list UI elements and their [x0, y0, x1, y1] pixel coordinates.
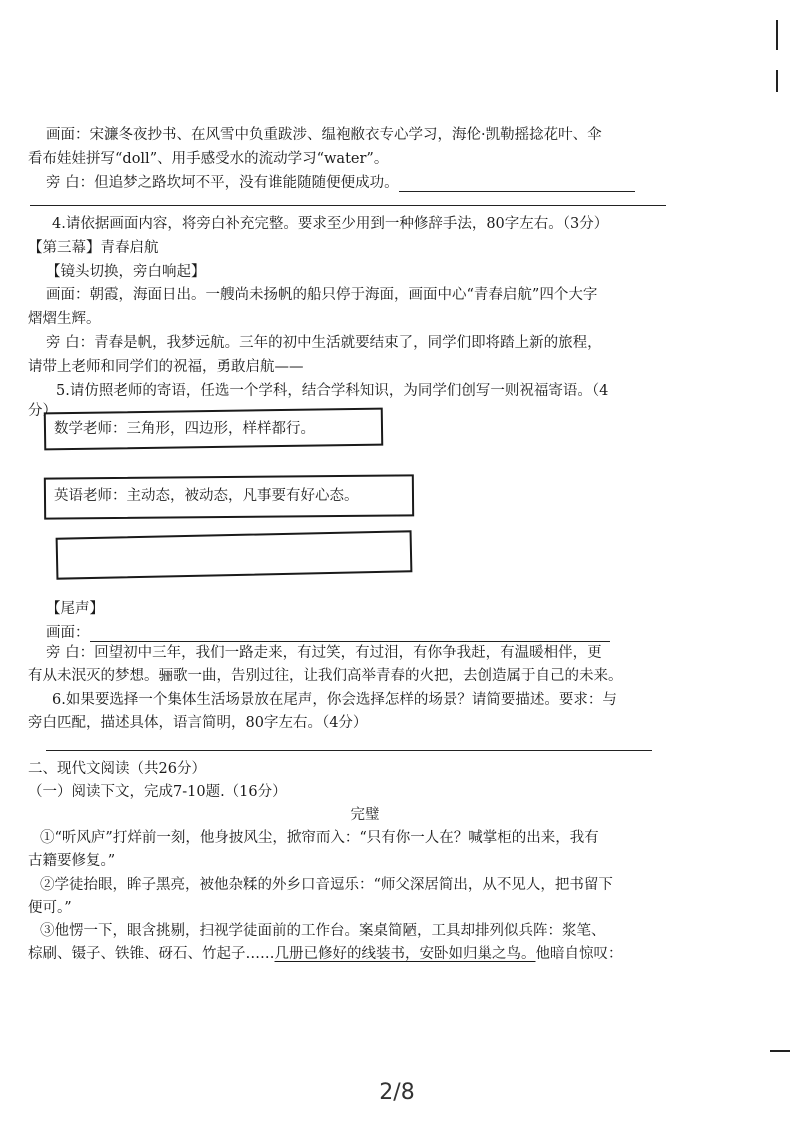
- question-6-line2: 旁白匹配，描述具体，语言简明，80字左右。（4分）: [28, 715, 368, 731]
- scene2-narration: 旁 白：但追梦之路坎坷不平，没有谁能随随便便成功。: [46, 174, 635, 192]
- epilogue-title: 【尾声】: [46, 601, 104, 617]
- section-heading: 二、现代文阅读（共26分）: [28, 761, 206, 777]
- blessing-box-answer[interactable]: [56, 530, 413, 579]
- scene3-title: 【第三幕】青春启航: [28, 240, 159, 256]
- paragraph-1-line2: 古籍要修复。”: [28, 853, 116, 869]
- blessing-math: 数学老师：三角形，四边形，样样都行。: [54, 421, 315, 437]
- section-subheading: （一）阅读下文，完成7-10题.（16分）: [28, 784, 287, 800]
- paragraph-1-line1: ①“听风庐”打烊前一刻，他身披风尘，掀帘而入：“只有你一人在？喊掌柜的出来，我有: [40, 830, 599, 846]
- paragraph-2-line2: 便可。”: [28, 900, 72, 916]
- question-5-line2: 分）: [28, 403, 57, 419]
- paragraph-3-line2: 棕刷、镊子、铁锥、砑石、竹起子……几册已修好的线装书，安卧如归巢之鸟。他暗自惊叹：: [28, 946, 623, 962]
- scene3-picture-line1: 画面：朝霞，海面日出。一艘尚未扬帆的船只停于海面，画面中心“青春启航”四个大字: [46, 287, 598, 303]
- epilogue-narration-line2: 有从未泯灭的梦想。骊歌一曲，告别过往，让我们高举青春的火把，去创造属于自己的未来。: [28, 668, 623, 684]
- underlined-sentence: 几册已修好的线装书，安卧如归巢之鸟。: [274, 946, 536, 962]
- article-title: 完璧: [350, 807, 380, 823]
- scene3-camera: 【镜头切换，旁白响起】: [46, 264, 206, 280]
- page-number: 2/8: [379, 1080, 415, 1105]
- paragraph-2-line1: ②学徒抬眼，眸子黑亮，被他杂糅的外乡口音逗乐：“师父深居简出，从不见人，把书留下: [40, 877, 613, 893]
- epilogue-picture: 画面：: [46, 624, 610, 642]
- scan-mark: [776, 70, 778, 92]
- answer-line[interactable]: [30, 205, 666, 206]
- paragraph-3-line1: ③他愣一下，眼含挑剔，扫视学徒面前的工作台。案桌简陋，工具却排列似兵阵：浆笔、: [40, 923, 606, 939]
- scan-mark: [770, 1050, 790, 1052]
- scene3-picture-line2: 熠熠生辉。: [28, 311, 101, 327]
- scan-mark: [776, 20, 778, 50]
- scene2-picture-line2: 看布娃娃拼写“doll”、用手感受水的流动学习“water”。: [28, 151, 389, 167]
- scene2-picture-line1: 画面：宋濂冬夜抄书、在风雪中负重跋涉、缊袍敝衣专心学习，海伦·凯勒摇捻花叶、伞: [46, 127, 602, 143]
- scene3-narration-line2: 请带上老师和同学们的祝福，勇敢启航——: [28, 359, 304, 375]
- answer-blank[interactable]: [399, 191, 635, 192]
- answer-blank[interactable]: [90, 641, 610, 642]
- answer-line[interactable]: [46, 750, 652, 751]
- blessing-english: 英语老师：主动态，被动态，凡事要有好心态。: [54, 488, 359, 504]
- epilogue-narration-line1: 旁 白：回望初中三年，我们一路走来，有过笑，有过泪，有你争我赶，有温暖相伴，更: [46, 645, 602, 661]
- question-6-line1: 6.如果要选择一个集体生活场景放在尾声，你会选择怎样的场景？请简要描述。要求：与: [52, 692, 617, 708]
- question-4: 4.请依据画面内容，将旁白补充完整。要求至少用到一种修辞手法，80字左右。（3分）: [52, 216, 609, 232]
- scene3-narration-line1: 旁 白：青春是帆，我梦远航。三年的初中生活就要结束了，同学们即将踏上新的旅程，: [46, 335, 602, 351]
- question-5-line1: 5.请仿照老师的寄语，任选一个学科，结合学科知识，为同学们创写一则祝福寄语。（4: [56, 383, 609, 399]
